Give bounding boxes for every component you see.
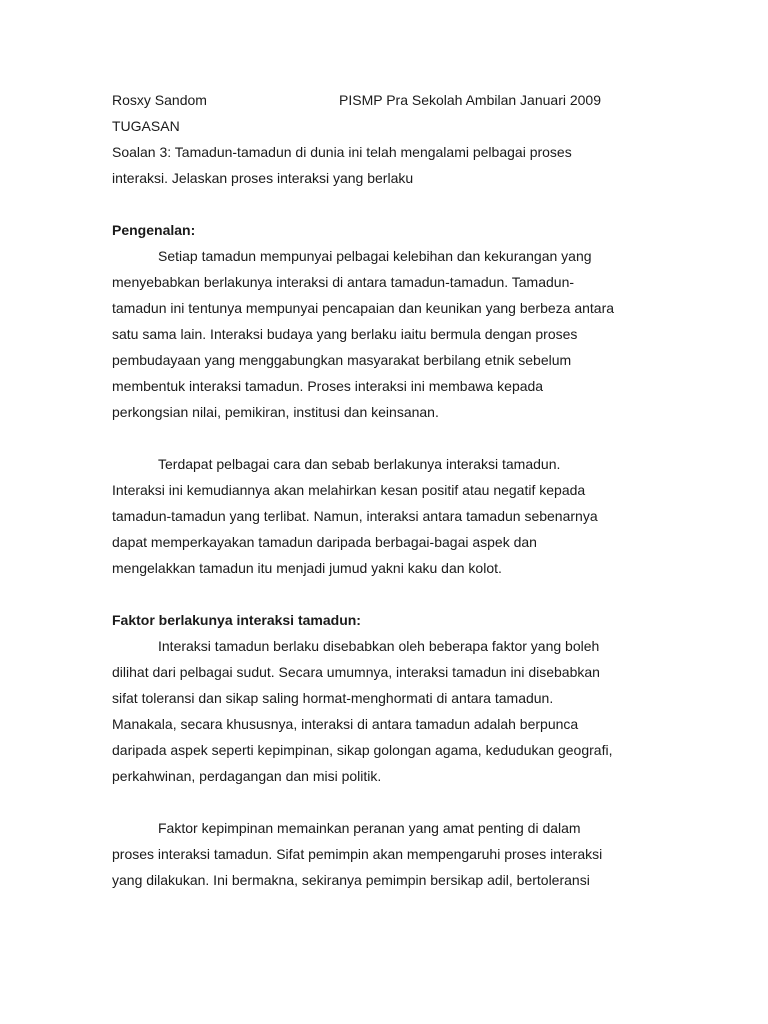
assignment-label: TUGASAN — [112, 118, 180, 134]
paragraph-line: mengelakkan tamadun itu menjadi jumud yakni kaku dan kolot. — [112, 560, 502, 576]
paragraph-line: proses interaksi tamadun. Sifat pemimpin akan mempengaruhi proses interaksi — [112, 846, 603, 862]
program-title: PISMP Pra Sekolah Ambilan Januari 2009 — [339, 92, 602, 108]
paragraph-line: membentuk interaksi tamadun. Proses interaksi ini membawa kepada — [112, 378, 544, 394]
paragraph-line: dilihat dari pelbagai sudut. Secara umumnya, interaksi tamadun ini disebabkan — [112, 664, 600, 680]
paragraph-line: Faktor kepimpinan memainkan peranan yang amat penting di dalam — [158, 820, 581, 836]
paragraph-line: Setiap tamadun mempunyai pelbagai kelebihan dan kekurangan yang — [158, 248, 592, 264]
section-heading: Pengenalan: — [112, 222, 196, 238]
paragraph-line: daripada aspek seperti kepimpinan, sikap golongan agama, kedudukan geografi, — [112, 742, 613, 758]
paragraph-line: Interaksi ini kemudiannya akan melahirkan kesan positif atau negatif kepada — [112, 482, 586, 498]
paragraph-line: Interaksi tamadun berlaku disebabkan oleh beberapa faktor yang boleh — [158, 638, 600, 654]
paragraph-line: pembudayaan yang menggabungkan masyarakat berbilang etnik sebelum — [112, 352, 572, 368]
paragraph-line: dapat memperkayakan tamadun daripada berbagai-bagai aspek dan — [112, 534, 537, 550]
paragraph-line: satu sama lain. Interaksi budaya yang berlaku iaitu bermula dengan proses — [112, 326, 578, 342]
paragraph-line: perkahwinan, perdagangan dan misi politik. — [112, 768, 382, 784]
paragraph-line: menyebabkan berlakunya interaksi di antara tamadun-tamadun. Tamadun- — [112, 274, 575, 290]
question-line: Soalan 3: Tamadun-tamadun di dunia ini telah mengalami pelbagai proses — [112, 144, 572, 160]
paragraph-line: perkongsian nilai, pemikiran, institusi dan keinsanan. — [112, 404, 439, 420]
paragraph-line: tamadun ini tentunya mempunyai pencapaian dan keunikan yang berbeza antara — [112, 300, 615, 316]
question-line: interaksi. Jelaskan proses interaksi yang berlaku — [112, 170, 414, 186]
paragraph-line: yang dilakukan. Ini bermakna, sekiranya pemimpin bersikap adil, bertoleransi — [112, 872, 590, 888]
paragraph-line: tamadun-tamadun yang terlibat. Namun, interaksi antara tamadun sebenarnya — [112, 508, 598, 524]
author-name: Rosxy Sandom — [112, 92, 207, 108]
paragraph-line: sifat toleransi dan sikap saling hormat-menghormati di antara tamadun. — [112, 690, 554, 706]
paragraph-line: Manakala, secara khususnya, interaksi di antara tamadun adalah berpunca — [112, 716, 579, 732]
paragraph-line: Terdapat pelbagai cara dan sebab berlakunya interaksi tamadun. — [158, 456, 561, 472]
section-heading: Faktor berlakunya interaksi tamadun: — [112, 612, 361, 628]
